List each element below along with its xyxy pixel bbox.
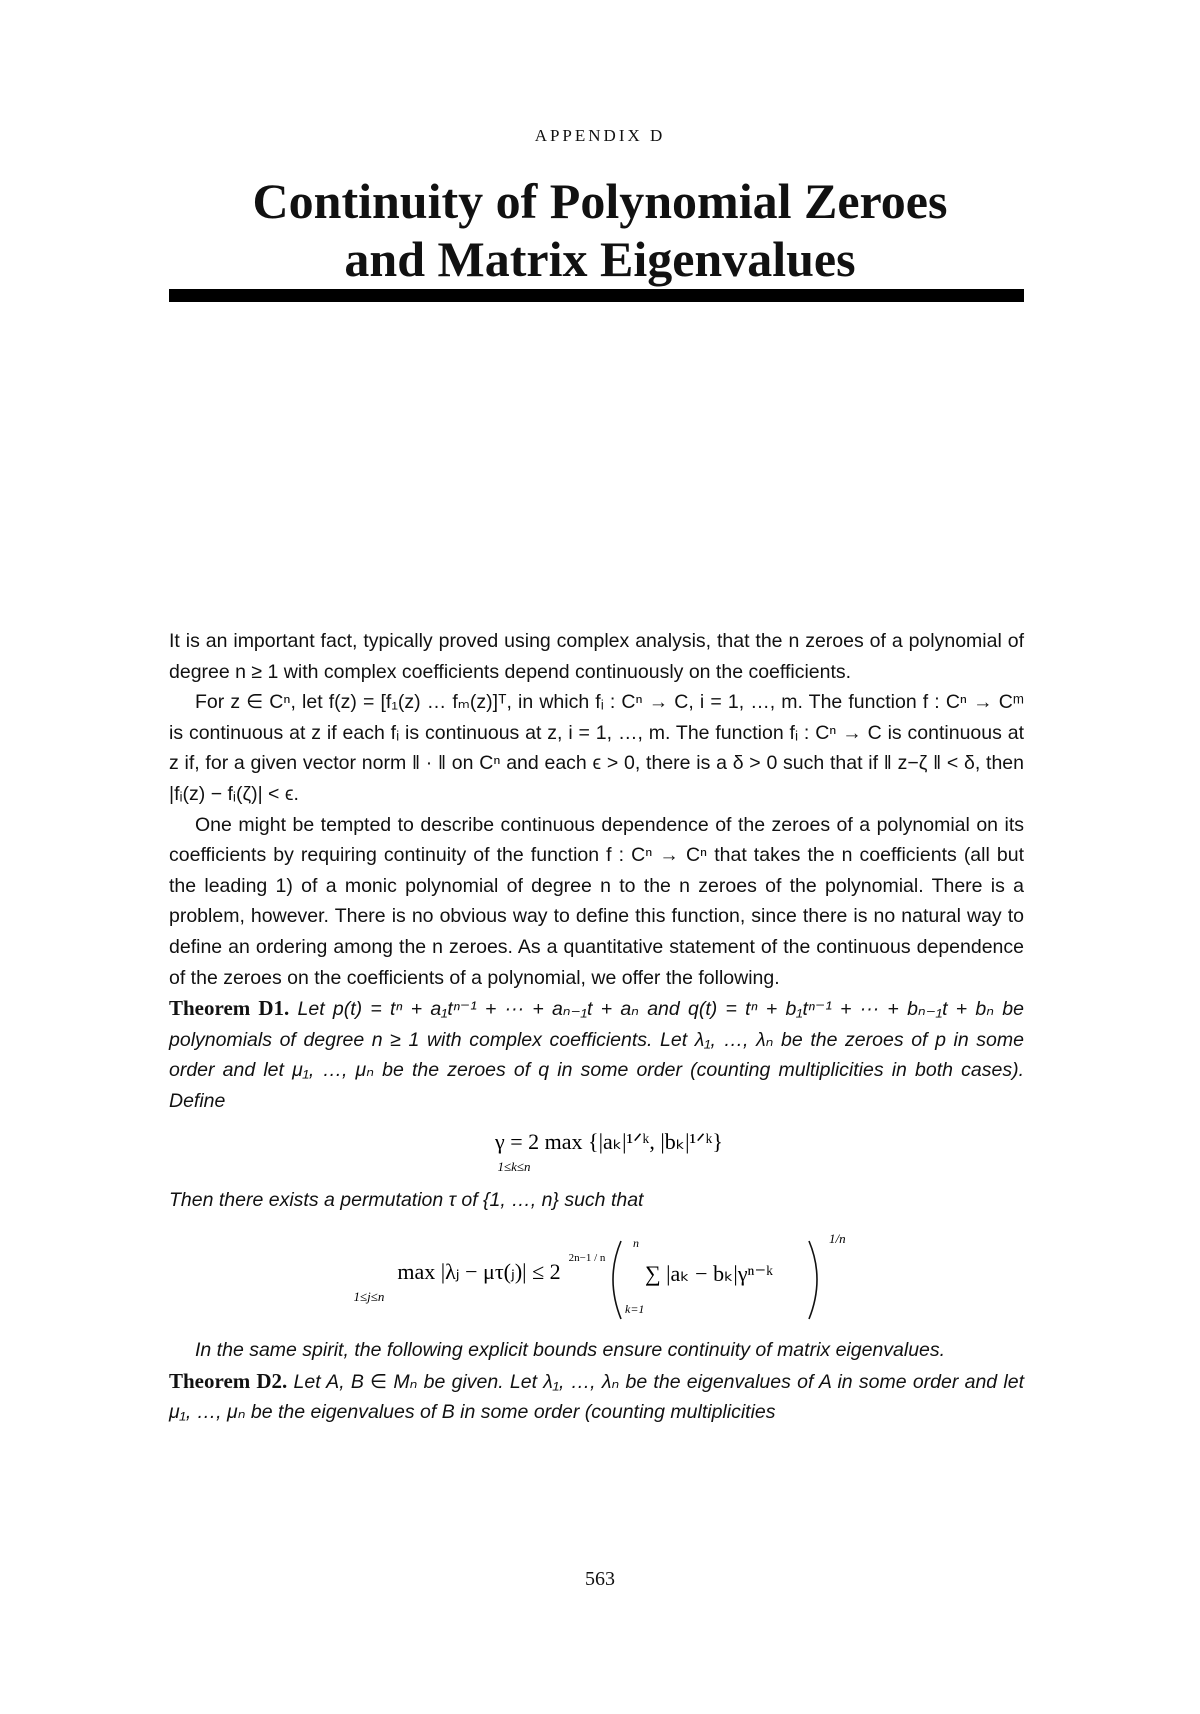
theorem-d2-head: Theorem D2. xyxy=(169,1368,288,1393)
gamma-equation-svg xyxy=(169,1123,1024,1179)
right-paren xyxy=(809,1241,817,1319)
sum-term: ∑ |aₖ − bₖ|γⁿ⁻ᵏ xyxy=(644,1261,774,1287)
outer-exponent: 1/n xyxy=(829,1231,846,1247)
paragraph-3: One might be tempted to describe continuous dependence of the zeroes of a polynomial on its coefficients by requiring continuity of the function f : Cⁿ → Cⁿ that takes the n coefficients (all but the leading 1) of a monic polynomial of degree n to the n zeroes of the polynomial. There is a problem, however. There is no obvious way to define this function, since there is no natural way to define an ordering among the n zeroes. As a quantitative statement of the continuous dependence of the zeroes on the coefficients of a polynomial, we offer the following. xyxy=(169,813,1024,989)
gamma-equation-subscript: 1≤k≤n xyxy=(497,1158,531,1174)
theorem-d1-text: Let p(t) = tⁿ + a₁tⁿ⁻¹ + ··· + aₙ₋₁t + aₙ and q(t) = tⁿ + b₁tⁿ⁻¹ + ··· + bₙ₋₁t + bₙ be polynomials of degree n ≥ 1 with complex coefficients. Let λ₁, …, λₙ be the zeroes of p in some order and let μ₁, …, μₙ be the zeroes of q in some order (counting multiplicities in both cases). Define xyxy=(169,998,1024,1112)
then-text: Then there exists a permutation τ of {1, …, n} such that xyxy=(169,1188,644,1211)
title-rule xyxy=(169,289,1024,302)
chapter-title xyxy=(0,172,1200,288)
gamma-equation-main: γ = 2 max {|aₖ|¹ᐟᵏ, |bₖ|¹ᐟᵏ} xyxy=(495,1128,723,1154)
theorem-d1-head: Theorem D1. xyxy=(169,996,290,1021)
sum-upper-limit: n xyxy=(633,1236,639,1251)
title-line-1: Continuity of Polynomial Zeroes xyxy=(252,173,948,229)
bound-max-subscript: 1≤j≤n xyxy=(353,1289,385,1305)
page-number: 563 xyxy=(585,1568,615,1590)
remark-paragraph: In the same spirit, the following explicit bounds ensure continuity of matrix eigenvalues. xyxy=(195,1339,946,1362)
bound-power-exponent: 2n−1 / n xyxy=(568,1252,606,1265)
sum-lower-limit: k=1 xyxy=(625,1302,645,1317)
theorem-d2-text: Let A, B ∈ Mₙ be given. Let λ₁, …, λₙ be the eigenvalues of A in some order and let μ₁, …, μₙ be the eigenvalues of B in some order (counting multiplicities xyxy=(169,1370,1025,1424)
body-text xyxy=(169,626,1024,1428)
bound-max-term: max |λⱼ − μτ(ⱼ)| ≤ 2 xyxy=(397,1259,561,1285)
theorem-d1 xyxy=(169,993,1024,1116)
appendix-label: APPENDIX D xyxy=(534,126,666,145)
paragraph-2: For z ∈ Cⁿ, let f(z) = [f₁(z) … fₘ(z)]ᵀ, in which fᵢ : Cⁿ → C, i = 1, …, m. The function f : Cⁿ → Cᵐ is continuous at z if each fᵢ is continuous at z, i = 1, …, m. The function fᵢ : Cⁿ → C is continuous at z if, for a given vector norm ‖ · ‖ on Cⁿ and each ϵ > 0, there is a δ > 0 such that if ‖ z−ζ ‖ < δ, then |fᵢ(z) − fᵢ(ζ)| < ϵ. xyxy=(169,691,1024,805)
left-paren xyxy=(613,1241,621,1319)
bound-equation-svg xyxy=(169,1221,1024,1329)
bound-equation xyxy=(169,1221,1024,1329)
title-line-2: and Matrix Eigenvalues xyxy=(344,231,856,287)
theorem-d2 xyxy=(169,1366,1024,1428)
gamma-equation xyxy=(169,1123,1024,1179)
paragraph-1: It is an important fact, typically proved using complex analysis, that the n zeroes of a polynomial of degree n ≥ 1 with complex coefficients depend continuously on the coefficients. xyxy=(169,630,1024,683)
